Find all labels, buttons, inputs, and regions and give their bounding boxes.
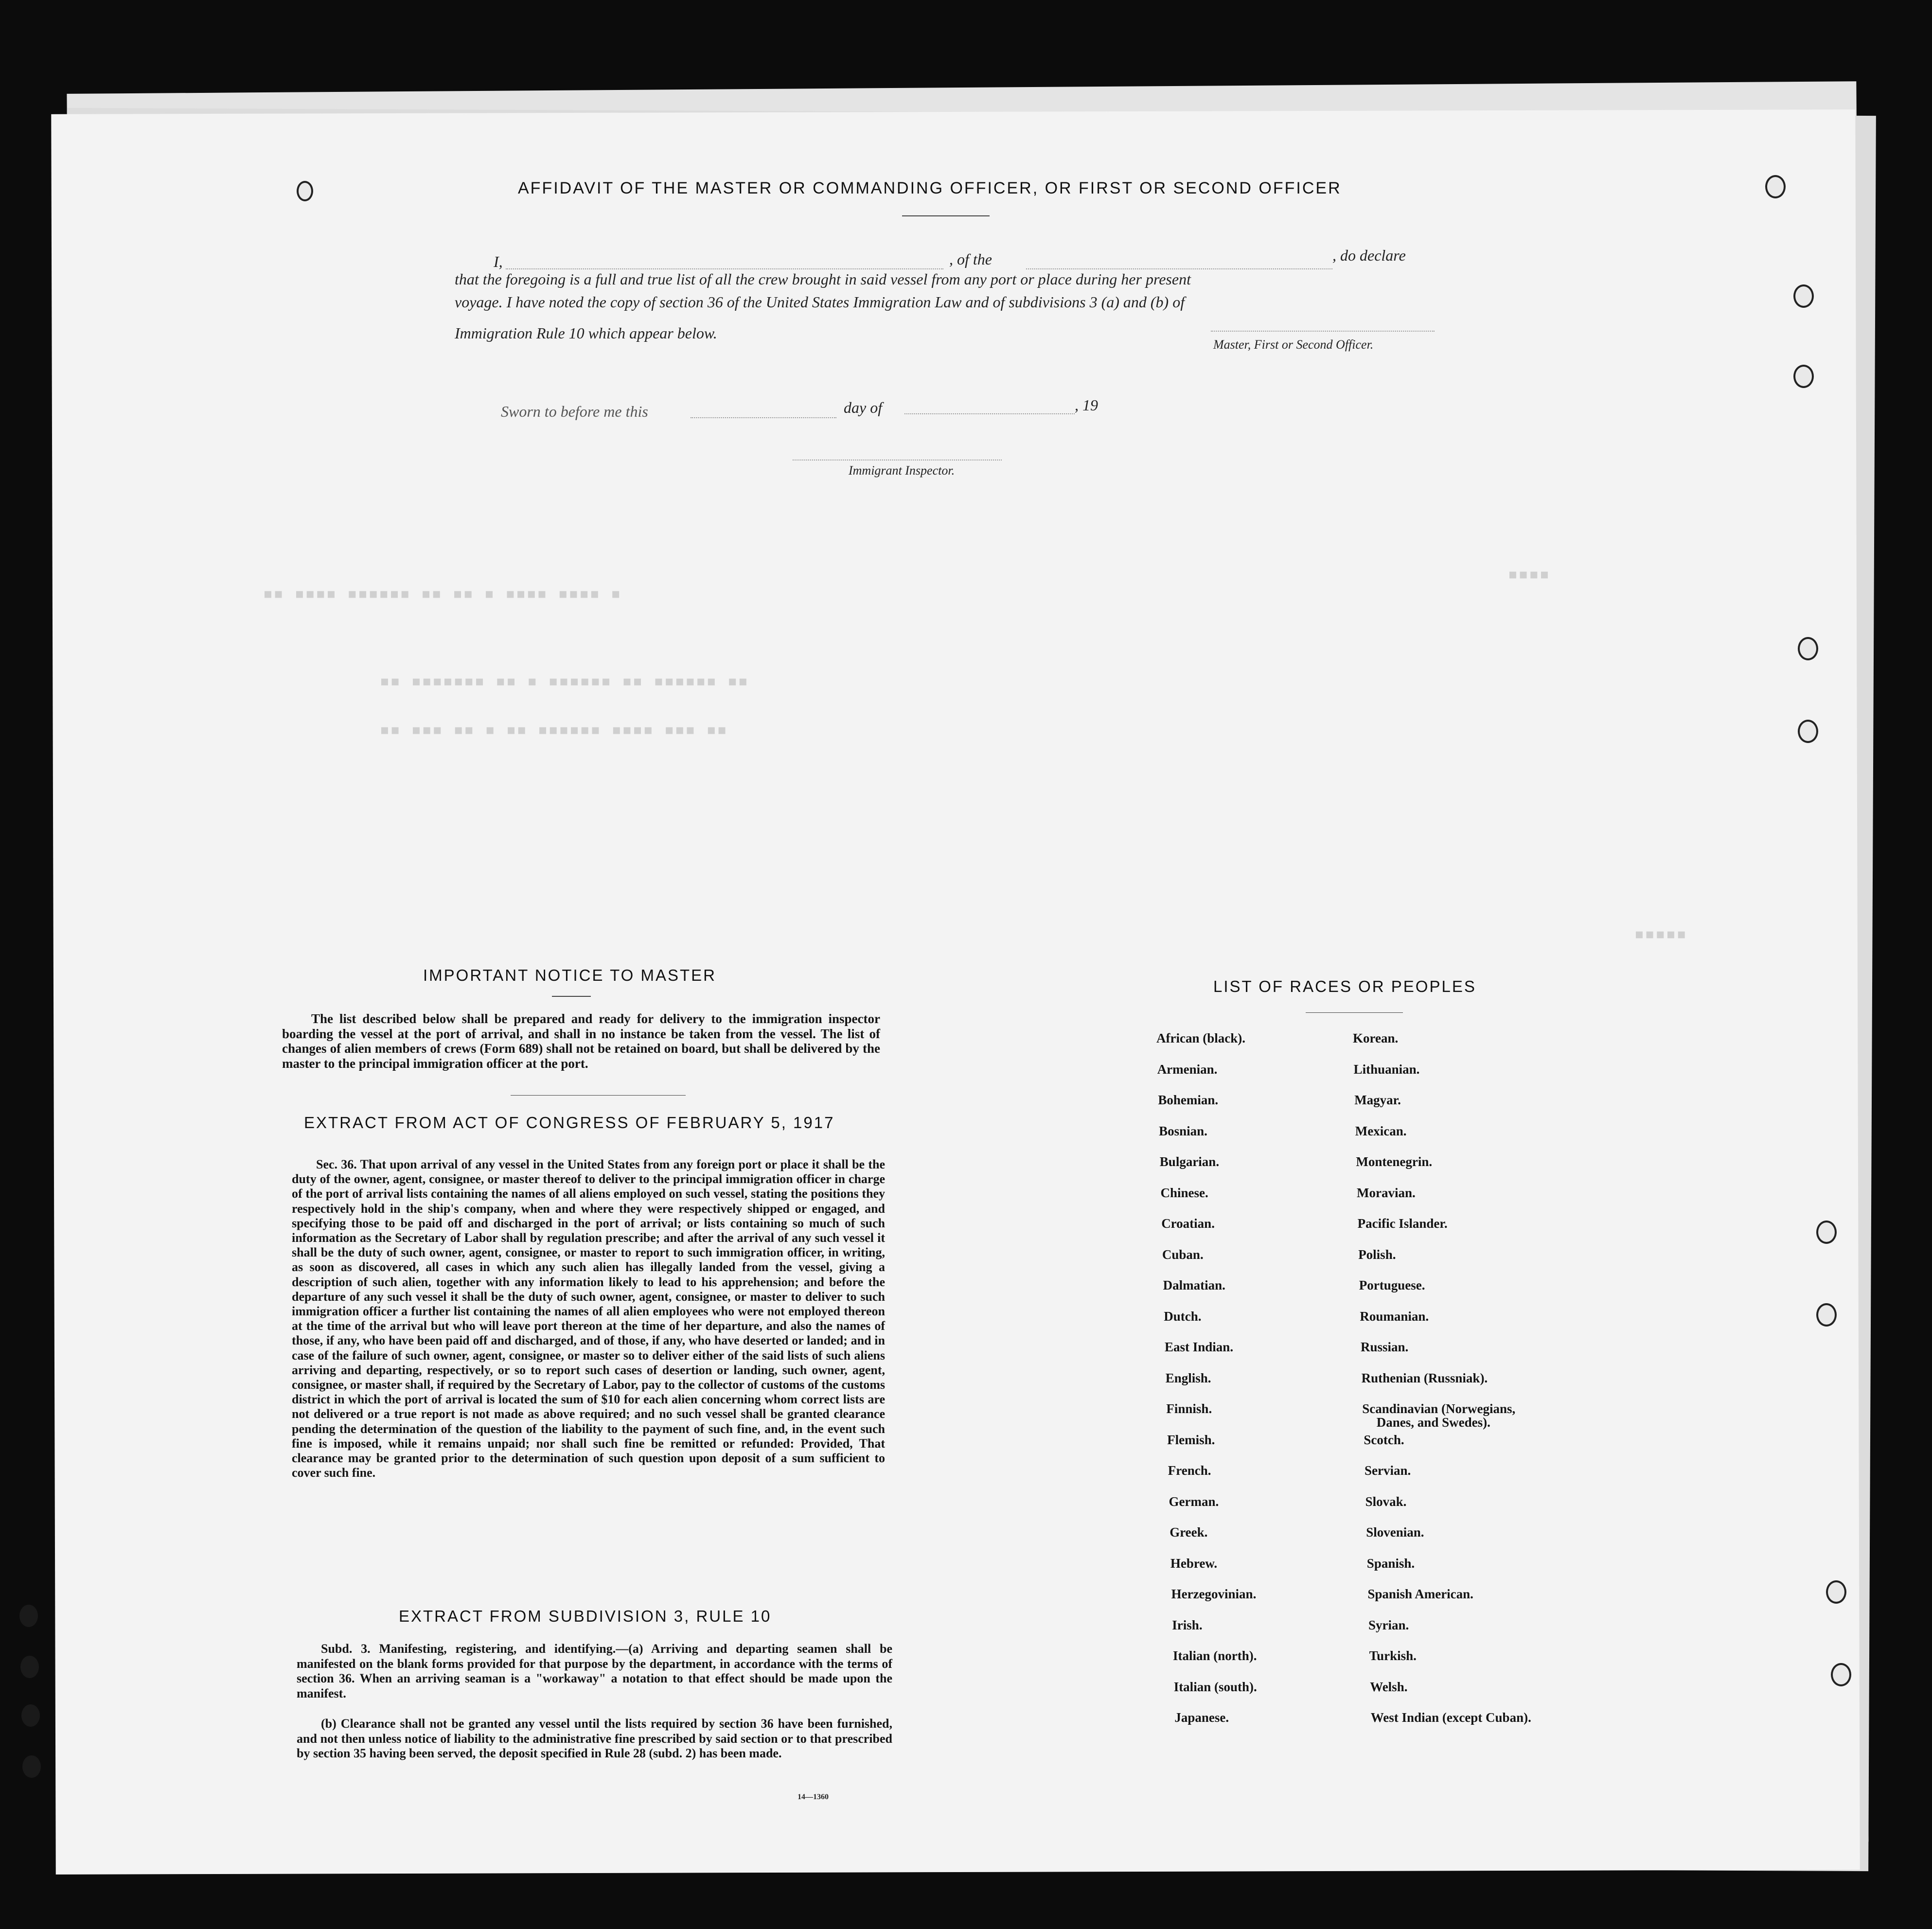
binder-hole	[19, 1605, 38, 1627]
race-item: Portuguese.	[1359, 1278, 1425, 1292]
punch-hole	[1816, 1221, 1837, 1244]
affidavit-line-3: voyage. I have noted the copy of section 36 of the United States Immigration Law and of subdivisions 3 (a) and (b) of	[455, 293, 1185, 311]
race-item: Lithuanian.	[1353, 1062, 1420, 1077]
race-item: Bosnian.	[1159, 1123, 1207, 1138]
signature-blank[interactable]	[1211, 331, 1435, 332]
extract-rule-para-b: (b) Clearance shall not be granted any vessel until the lists required by section 36 have been furnished, and not then unless notice of liability to the administrative fine prescribed by said section or to that prescribed by section 35 having been served, the deposit specified in Rule 28 (subd. 2) has been made.	[297, 1717, 892, 1760]
race-item: Chinese.	[1160, 1185, 1208, 1200]
affidavit-of-the: , of the	[949, 250, 992, 268]
bleed-through: ▪▪ ▪▪▪▪ ▪▪▪▪▪▪ ▪▪ ▪▪ ▪ ▪▪▪▪ ▪▪▪▪ ▪	[263, 584, 621, 603]
race-item: Cuban.	[1162, 1247, 1204, 1262]
race-item: West Indian (except Cuban).	[1370, 1710, 1531, 1725]
extract-rule-para-a: Subd. 3. Manifesting, registering, and identifying.—(a) Arriving and departing seamen shall be manifested on the blank forms provided for that purpose by the department, in accordance with the terms of section 36. When an arriving seaman is a "workaway" a notation to that effect should be made upon the manifest.	[297, 1642, 892, 1700]
race-item: Roumanian.	[1360, 1309, 1429, 1324]
race-item: Italian (north).	[1173, 1648, 1257, 1663]
race-item: Slovenian.	[1366, 1525, 1424, 1540]
bleed-through: ▪▪ ▪▪▪ ▪▪ ▪ ▪▪ ▪▪▪▪▪▪ ▪▪▪▪ ▪▪▪ ▪▪	[379, 720, 727, 740]
race-item: Finnish.	[1166, 1401, 1212, 1416]
binder-hole	[20, 1656, 39, 1678]
race-item: Turkish.	[1369, 1648, 1417, 1663]
race-item: Scotch.	[1364, 1432, 1404, 1447]
race-item: German.	[1169, 1494, 1219, 1509]
punch-hole	[1816, 1303, 1837, 1327]
race-item: Armenian.	[1157, 1062, 1218, 1077]
notice-title: IMPORTANT NOTICE TO MASTER	[423, 966, 717, 984]
race-item: Italian (south).	[1173, 1679, 1257, 1694]
race-item: Hebrew.	[1170, 1556, 1218, 1571]
punch-hole	[1826, 1580, 1846, 1604]
sworn-day-blank[interactable]	[691, 417, 836, 418]
document-page	[51, 109, 1860, 1875]
form-number: 14—1360	[798, 1793, 829, 1801]
master-signature-label: Master, First or Second Officer.	[1213, 337, 1374, 352]
race-item: Ruthenian (Russniak).	[1361, 1370, 1488, 1385]
divider	[902, 215, 990, 216]
bleed-through: ▪▪▪▪	[1507, 564, 1550, 584]
race-item: Flemish.	[1167, 1432, 1215, 1447]
extract-act-title: EXTRACT FROM ACT OF CONGRESS OF FEBRUARY 5, 1917	[304, 1114, 835, 1132]
divider	[1306, 1012, 1403, 1013]
race-item: Syrian.	[1368, 1617, 1409, 1632]
race-item: Spanish.	[1366, 1556, 1415, 1571]
inspector-label: Immigrant Inspector.	[849, 463, 955, 478]
race-item: Irish.	[1172, 1617, 1203, 1632]
race-item: Danes, and Swedes).	[1376, 1415, 1490, 1430]
sworn-month-blank[interactable]	[904, 413, 1075, 414]
race-item: English.	[1165, 1370, 1211, 1385]
race-item: East Indian.	[1165, 1340, 1234, 1354]
race-item: Scandinavian (Norwegians,	[1362, 1401, 1516, 1416]
divider	[552, 996, 591, 997]
race-item: Bulgarian.	[1159, 1154, 1220, 1169]
sworn-day-of: day of	[844, 399, 883, 416]
divider	[511, 1095, 686, 1096]
race-item: Greek.	[1170, 1525, 1208, 1540]
race-item: Mexican.	[1355, 1123, 1407, 1138]
bleed-through: ▪▪ ▪▪▪▪▪▪▪ ▪▪ ▪ ▪▪▪▪▪▪ ▪▪ ▪▪▪▪▪▪ ▪▪	[379, 671, 748, 691]
race-item: Polish.	[1358, 1247, 1396, 1262]
punch-hole	[1831, 1663, 1851, 1686]
race-item: Spanish American.	[1367, 1587, 1473, 1601]
race-item: Croatian.	[1161, 1216, 1215, 1231]
race-item: Welsh.	[1370, 1679, 1408, 1694]
race-item: French.	[1168, 1463, 1211, 1478]
binder-hole	[21, 1704, 40, 1727]
extract-rule-title: EXTRACT FROM SUBDIVISION 3, RULE 10	[399, 1607, 772, 1625]
affidavit-line-4: Immigration Rule 10 which appear below.	[455, 324, 717, 342]
race-item: Japanese.	[1174, 1710, 1229, 1725]
sworn-year: , 19	[1075, 396, 1098, 414]
race-item: Slovak.	[1365, 1494, 1407, 1509]
race-item: Russian.	[1361, 1340, 1409, 1354]
punch-hole	[1793, 365, 1814, 388]
affidavit-title: AFFIDAVIT OF THE MASTER OR COMMANDING OFFICER, OR FIRST OR SECOND OFFICER	[518, 179, 1342, 197]
race-item: African (black).	[1156, 1031, 1245, 1045]
extract-act-text: Sec. 36. That upon arrival of any vessel in the United States from any foreign port or place it shall be the duty of the owner, agent, consignee, or master thereof to deliver to the principal immigration officer in charge of the port of arrival lists containing the names of all aliens employed on such vessel, stating the positions they respectively hold in the ship's company, when and where they were respectively shipped or engaged, and specifying those to be paid off and discharged in the port of arrival; or lists containing so much of such information as the Secretary of Labor shall by regulation prescribe; and after the arrival of any such vessel it shall be the duty of such owner, agent, consignee, or master to report to such immigration officer, in writing, as soon as discovered, all cases in which any such alien has illegally landed from the vessel, giving a description of such alien, together with any information likely to lead to his apprehension; and before the departure of any such vessel it shall be the duty of such owner, agent, consignee, or master to deliver to such immigration officer a further list containing the names of all alien employees who were not employed thereon at the time of the arrival but who will leave port thereon at the time of her departure, and also the names of those, if any, who have been paid off and discharged, and of those, if any, who have deserted or landed; and in case of the failure of such owner, agent, consignee, or master so to deliver either of the said lists of such aliens arriving and departing, respectively, or so to report such cases of desertion or landing, such owner, agent, consignee, or master shall, if required by the Secretary of Labor, pay to the collector of customs of the customs district in which the port of arrival is located the sum of $10 for each alien concerning whom correct lists are not delivered or a true report is not made as above required; and no such vessel shall be granted clearance pending the determination of the question of the liability to the payment of such fine, and, in the event such fine is imposed, while it remains unpaid; nor shall such fine be remitted or refunded: Provided, That clearance may be granted prior to the determination of such question upon deposit of a sum sufficient to cover such fine.	[292, 1157, 885, 1480]
punch-hole	[1793, 284, 1814, 308]
race-item: Herzegovinian.	[1171, 1587, 1257, 1601]
races-title: LIST OF RACES OR PEOPLES	[1213, 977, 1476, 995]
notice-text: The list described below shall be prepared and ready for delivery to the immigration inspector boarding the vessel at the port of arrival, and shall in no instance be taken from the vessel. The list of changes of alien members of crews (Form 689) shall not be retained on board, but shall be delivered by the master to the principal immigration officer at the port.	[282, 1011, 880, 1071]
punch-hole	[297, 181, 313, 201]
affidavit-line-2: that the foregoing is a full and true list of all the crew brought in said vessel from any port or place during her present	[455, 270, 1191, 288]
affidavit-do-declare: , do declare	[1332, 247, 1406, 264]
bleed-through: ▪▪▪▪▪	[1634, 924, 1687, 944]
race-item: Dutch.	[1164, 1309, 1202, 1324]
punch-hole	[1765, 175, 1786, 198]
punch-hole	[1798, 637, 1818, 660]
punch-hole	[1798, 720, 1818, 743]
race-item: Bohemian.	[1158, 1093, 1219, 1107]
race-item: Montenegrin.	[1356, 1154, 1433, 1169]
race-item: Moravian.	[1357, 1185, 1416, 1200]
affidavit-I: I,	[494, 253, 503, 270]
binder-hole	[22, 1755, 41, 1778]
race-item: Korean.	[1353, 1031, 1399, 1045]
race-item: Pacific Islander.	[1357, 1216, 1448, 1231]
sworn-before: Sworn to before me this	[501, 403, 648, 420]
race-item: Servian.	[1365, 1463, 1411, 1478]
race-item: Dalmatian.	[1163, 1278, 1225, 1292]
race-item: Magyar.	[1354, 1093, 1401, 1107]
